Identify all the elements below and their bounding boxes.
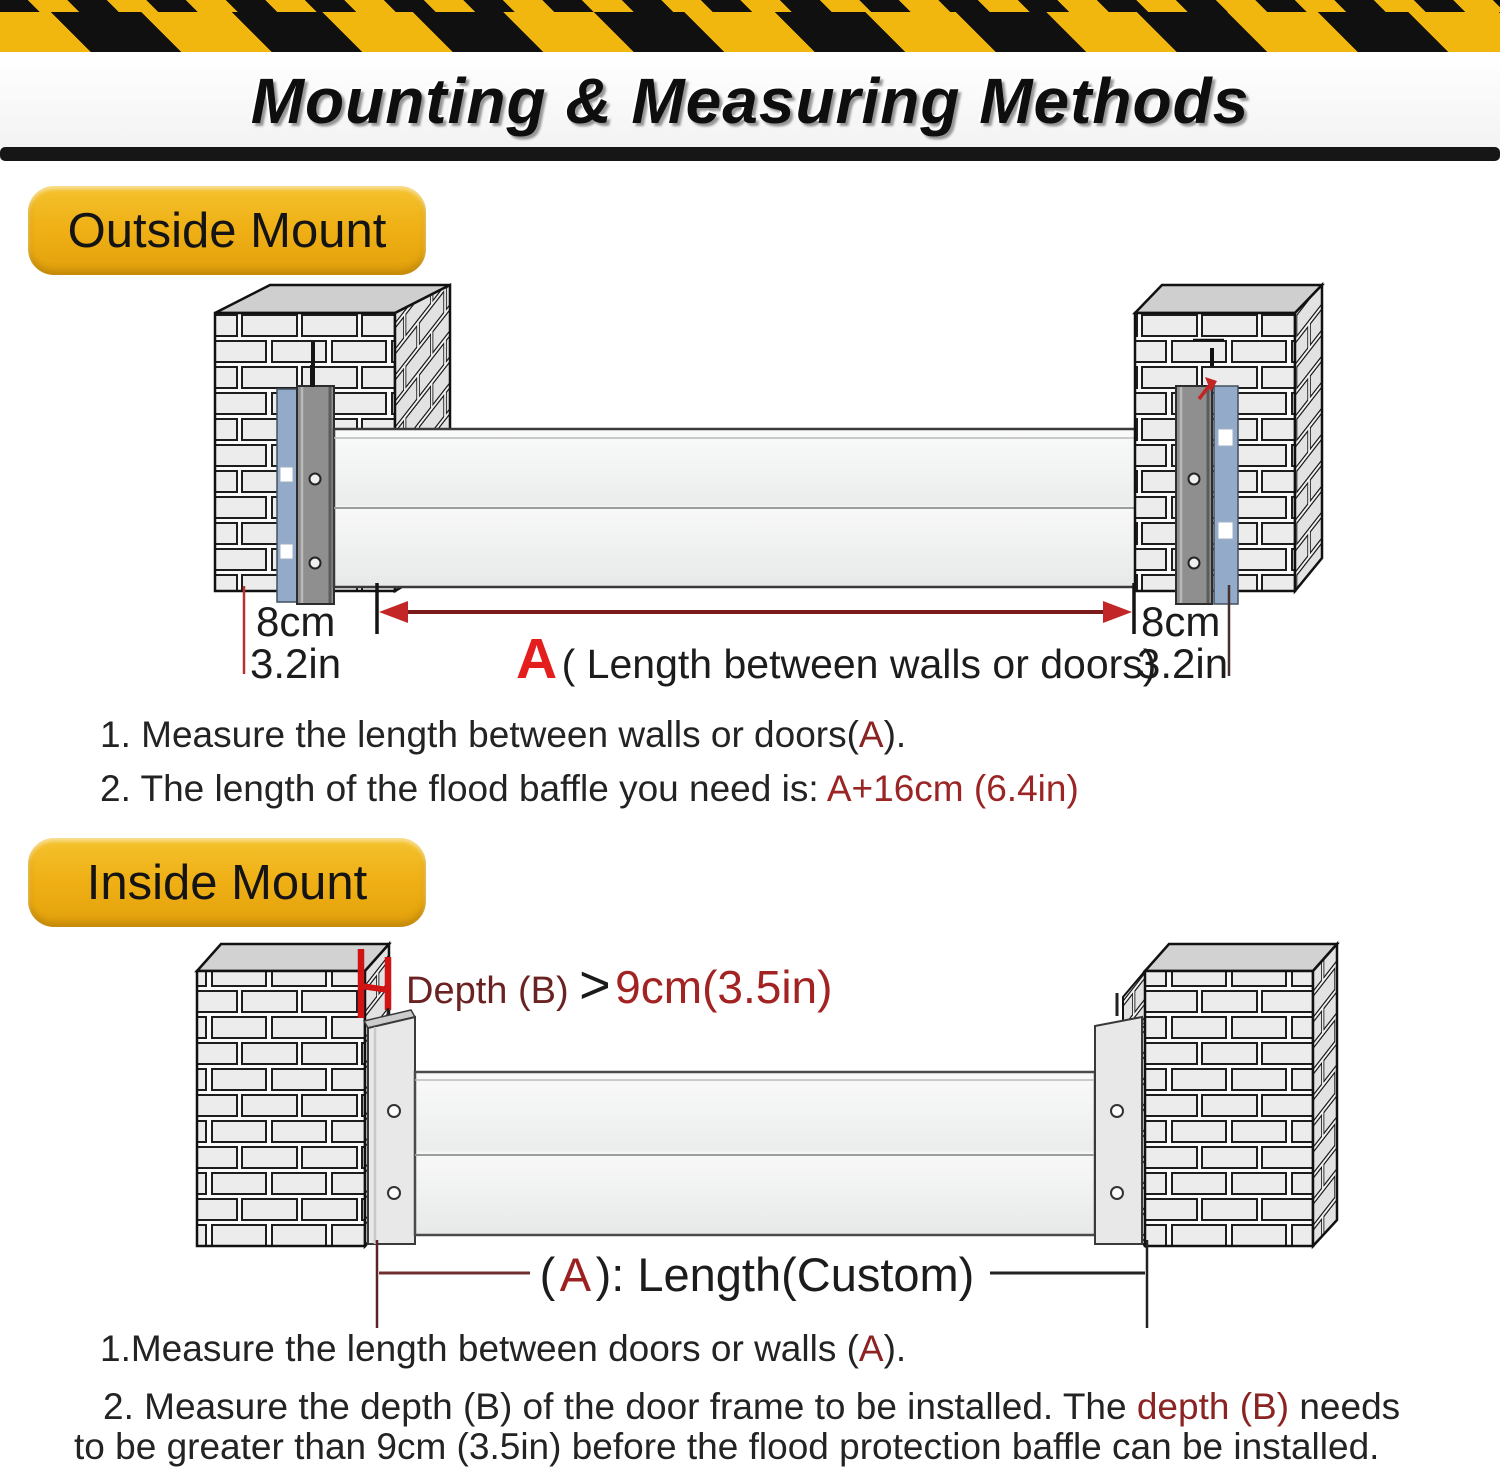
length-formula: A+16cm (6.4in) — [826, 768, 1079, 809]
span-length-label: A ( Length between walls or doors) — [516, 627, 1157, 691]
arrow-head-right-icon — [1103, 601, 1132, 623]
hazard-tape-thin — [0, 0, 1500, 12]
inside-right-pillar — [1145, 944, 1337, 1246]
depth-requirement-label: Depth (B) > 9cm(3.5in) — [406, 955, 833, 1015]
banner-divider-bar — [0, 147, 1500, 161]
outside-mount-diagram — [180, 278, 1340, 698]
page-title: Mounting & Measuring Methods — [250, 65, 1250, 137]
outside-dimension-annotations — [244, 583, 1229, 691]
inside-mount-badge: Inside Mount — [28, 838, 426, 927]
inside-left-channel — [364, 1010, 415, 1244]
left-offset-cm: 8cm — [256, 598, 336, 645]
right-offset-inch: 3.2in — [1137, 640, 1229, 687]
flood-barrier-outside — [334, 429, 1176, 587]
custom-length-label: ( A ): Length(Custom) — [539, 1248, 975, 1301]
outside-step-2: 2. The length of the flood baffle you need is: A+16cm (6.4in) — [100, 768, 1079, 809]
inside-right-channel — [1095, 971, 1146, 1246]
hazard-tape-main — [0, 12, 1500, 55]
inside-step-1: 1.Measure the length between doors or walls (A). — [100, 1328, 907, 1369]
variable-a: A — [858, 714, 884, 755]
flood-barrier-inside — [415, 1072, 1095, 1235]
variable-a: A — [858, 1328, 884, 1369]
outside-mount-badge: Outside Mount — [28, 186, 426, 275]
inside-step-3: to be greater than 9cm (3.5in) before the flood protection baffle can be installed. — [74, 1426, 1380, 1467]
inside-mount-diagram — [170, 935, 1380, 1340]
title-band — [0, 55, 1500, 147]
outside-step-1: 1. Measure the length between walls or doors(A). — [100, 714, 907, 755]
inside-step-2: 2. Measure the depth (B) of the door frame to be installed. The depth (B) needs — [103, 1386, 1401, 1427]
right-offset-cm: 8cm — [1141, 598, 1221, 645]
left-offset-inch: 3.2in — [250, 640, 342, 687]
arrow-head-left-icon — [379, 601, 408, 623]
inside-dimension-annotations — [377, 1240, 1147, 1328]
depth-b-highlight: depth (B) — [1136, 1386, 1290, 1427]
